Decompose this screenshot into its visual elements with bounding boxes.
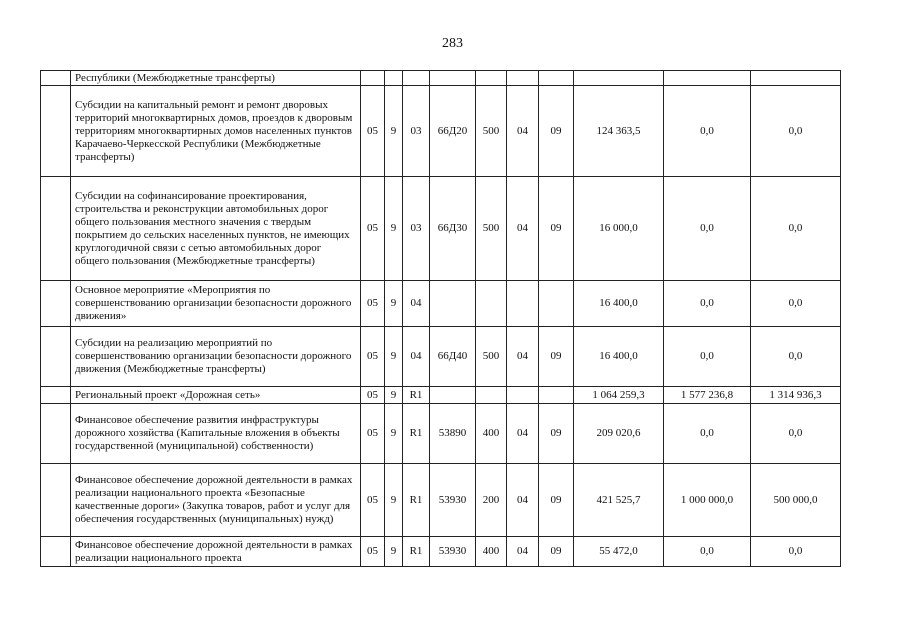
code-cell (430, 71, 476, 86)
code-cell: 05 (361, 281, 385, 327)
code-cell (430, 387, 476, 404)
description-cell: Финансовое обеспечение дорожной деятельности в рамках реализации национального проекта (71, 537, 361, 567)
code-cell: 9 (385, 537, 403, 567)
table-row (41, 537, 841, 567)
code-cell (539, 71, 574, 86)
code-cell: 66Д30 (430, 177, 476, 281)
amount-cell (751, 71, 841, 86)
code-cell (430, 281, 476, 327)
code-cell: 9 (385, 387, 403, 404)
code-cell (507, 281, 539, 327)
amount-cell: 0,0 (751, 281, 841, 327)
description-cell: Основное мероприятие «Мероприятия по совершенствованию организации безопасности дорожного движения» (71, 281, 361, 327)
amount-cell: 1 314 936,3 (751, 387, 841, 404)
code-cell: 200 (476, 464, 507, 537)
amount-cell: 0,0 (664, 404, 751, 464)
amount-cell: 1 064 259,3 (574, 387, 664, 404)
code-cell: 53930 (430, 464, 476, 537)
amount-cell: 0,0 (751, 177, 841, 281)
code-cell: 9 (385, 464, 403, 537)
description-cell: Субсидии на софинансирование проектирования, строительства и реконструкции автомобильных дорог общего пользования местного значения с твердым покрытием до сельских населенных пунктов, не имеющих круглогодичной связи с сетью автомобильных дорог общего пользования (Межбюджетные трансферты) (71, 177, 361, 281)
table-row (41, 71, 841, 86)
code-cell: 04 (507, 464, 539, 537)
row-marker-cell (41, 327, 71, 387)
amount-cell: 0,0 (751, 404, 841, 464)
code-cell: 03 (403, 86, 430, 177)
code-cell: 05 (361, 387, 385, 404)
row-marker-cell (41, 177, 71, 281)
amount-cell: 0,0 (751, 86, 841, 177)
amount-cell: 124 363,5 (574, 86, 664, 177)
amount-cell: 209 020,6 (574, 404, 664, 464)
code-cell: 04 (403, 281, 430, 327)
table-row (41, 327, 841, 387)
code-cell: 9 (385, 281, 403, 327)
amount-cell: 0,0 (664, 86, 751, 177)
code-cell: 04 (507, 327, 539, 387)
code-cell: 05 (361, 327, 385, 387)
budget-table (40, 70, 841, 567)
code-cell: 09 (539, 404, 574, 464)
code-cell (403, 71, 430, 86)
code-cell (539, 281, 574, 327)
code-cell: 53890 (430, 404, 476, 464)
amount-cell: 0,0 (664, 177, 751, 281)
row-marker-cell (41, 71, 71, 86)
description-cell: Республики (Межбюджетные трансферты) (71, 71, 361, 86)
code-cell: 04 (507, 86, 539, 177)
code-cell: 500 (476, 327, 507, 387)
code-cell: 09 (539, 464, 574, 537)
code-cell (476, 281, 507, 327)
row-marker-cell (41, 387, 71, 404)
amount-cell: 16 000,0 (574, 177, 664, 281)
code-cell: 9 (385, 404, 403, 464)
row-marker-cell (41, 464, 71, 537)
amount-cell: 55 472,0 (574, 537, 664, 567)
code-cell: 09 (539, 86, 574, 177)
code-cell: 09 (539, 537, 574, 567)
code-cell: R1 (403, 537, 430, 567)
amount-cell: 0,0 (751, 537, 841, 567)
code-cell: 05 (361, 464, 385, 537)
description-cell: Финансовое обеспечение дорожной деятельности в рамках реализации национального проекта «Безопасные качественные дороги» (Закупка товаров, работ и услуг для обеспечения государственных (муниципальных) нужд) (71, 464, 361, 537)
code-cell (507, 71, 539, 86)
row-marker-cell (41, 86, 71, 177)
code-cell: 04 (507, 404, 539, 464)
code-cell: 53930 (430, 537, 476, 567)
code-cell (361, 71, 385, 86)
description-cell: Региональный проект «Дорожная сеть» (71, 387, 361, 404)
code-cell: 09 (539, 327, 574, 387)
code-cell: 05 (361, 86, 385, 177)
amount-cell: 0,0 (751, 327, 841, 387)
table-row (41, 404, 841, 464)
table-row (41, 387, 841, 404)
code-cell (476, 71, 507, 86)
code-cell: 04 (403, 327, 430, 387)
code-cell (539, 387, 574, 404)
code-cell: 03 (403, 177, 430, 281)
code-cell: 9 (385, 86, 403, 177)
code-cell: 500 (476, 86, 507, 177)
code-cell: 9 (385, 177, 403, 281)
table-row (41, 464, 841, 537)
amount-cell: 500 000,0 (751, 464, 841, 537)
code-cell (476, 387, 507, 404)
code-cell: R1 (403, 404, 430, 464)
page-number: 283 (442, 36, 463, 51)
table-body (41, 71, 841, 567)
code-cell: 05 (361, 404, 385, 464)
code-cell: 66Д20 (430, 86, 476, 177)
code-cell: 05 (361, 177, 385, 281)
code-cell: R1 (403, 387, 430, 404)
amount-cell: 0,0 (664, 327, 751, 387)
table-row (41, 177, 841, 281)
code-cell: 05 (361, 537, 385, 567)
code-cell: 400 (476, 537, 507, 567)
code-cell: 09 (539, 177, 574, 281)
code-cell: 400 (476, 404, 507, 464)
code-cell: 9 (385, 327, 403, 387)
row-marker-cell (41, 281, 71, 327)
code-cell: 66Д40 (430, 327, 476, 387)
amount-cell: 0,0 (664, 537, 751, 567)
amount-cell: 421 525,7 (574, 464, 664, 537)
amount-cell: 16 400,0 (574, 327, 664, 387)
code-cell (385, 71, 403, 86)
description-cell: Субсидии на капитальный ремонт и ремонт дворовых территорий многоквартирных домов, проездов к дворовым территориям многоквартирных домов населенных пунктов Карачаево-Черкесской Республики (Межбюджетные трансферты) (71, 86, 361, 177)
amount-cell (574, 71, 664, 86)
row-marker-cell (41, 537, 71, 567)
amount-cell (664, 71, 751, 86)
code-cell: 500 (476, 177, 507, 281)
code-cell: 04 (507, 177, 539, 281)
row-marker-cell (41, 404, 71, 464)
table-row (41, 281, 841, 327)
description-cell: Субсидии на реализацию мероприятий по совершенствованию организации безопасности дорожного движения (Межбюджетные трансферты) (71, 327, 361, 387)
amount-cell: 16 400,0 (574, 281, 664, 327)
amount-cell: 1 577 236,8 (664, 387, 751, 404)
description-cell: Финансовое обеспечение развития инфраструктуры дорожного хозяйства (Капитальные вложения в объекты государственной (муниципальной) собственности) (71, 404, 361, 464)
table-row (41, 86, 841, 177)
code-cell: 04 (507, 537, 539, 567)
amount-cell: 0,0 (664, 281, 751, 327)
code-cell (507, 387, 539, 404)
amount-cell: 1 000 000,0 (664, 464, 751, 537)
code-cell: R1 (403, 464, 430, 537)
